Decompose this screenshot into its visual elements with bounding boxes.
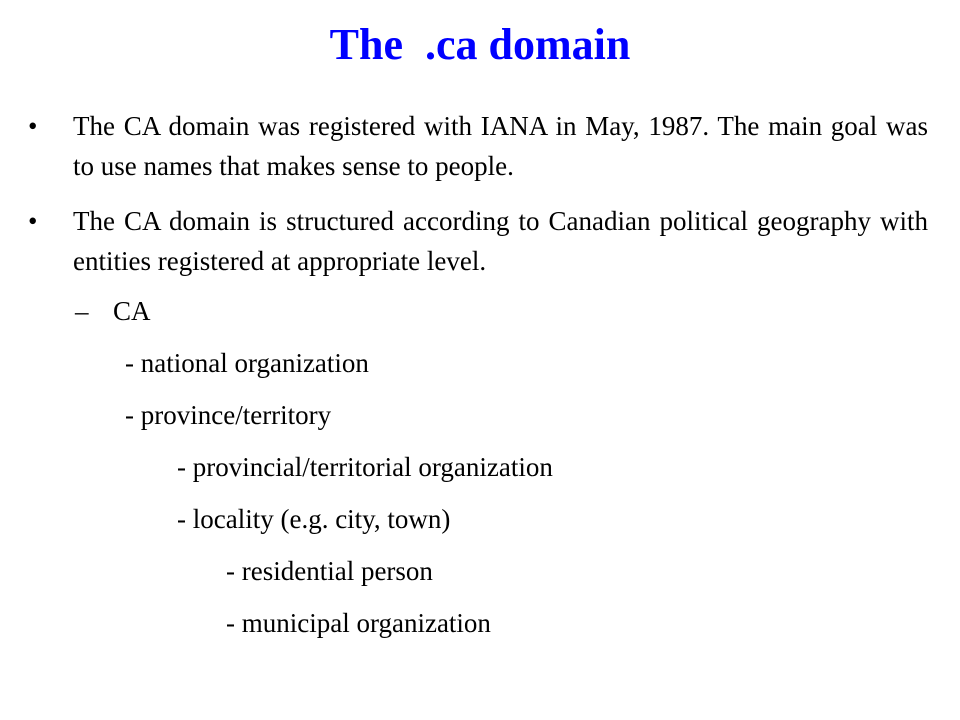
hierarchy-item-municipal-organization: - municipal organization [226, 608, 491, 638]
bullet-item-registration [28, 106, 928, 186]
slide-title: The .ca domain [329, 20, 631, 69]
bullet-icon: • [28, 206, 38, 236]
hierarchy-item-national-organization: - national organization [125, 348, 369, 378]
bullet-list [28, 106, 928, 296]
hierarchy-root [0, 285, 960, 337]
hierarchy-item-locality: - locality (e.g. city, town) [177, 504, 451, 534]
dash-icon: – [75, 296, 89, 326]
domain-hierarchy [0, 285, 960, 649]
hierarchy-item-residential-person: - residential person [226, 556, 433, 586]
hierarchy-root-label: CA [113, 296, 151, 326]
bullet-text: The CA domain is structured according to Canadian political geography with entities registered at appropriate level. [73, 206, 928, 276]
hierarchy-item-province-territory: - province/territory [125, 400, 332, 430]
bullet-text: The CA domain was registered with IANA in May, 1987. The main goal was to use names that makes sense to people. [73, 111, 928, 181]
hierarchy-item-provincial-organization: - provincial/territorial organization [177, 452, 553, 482]
bullet-icon: • [28, 111, 38, 141]
bullet-item-structure [28, 201, 928, 281]
